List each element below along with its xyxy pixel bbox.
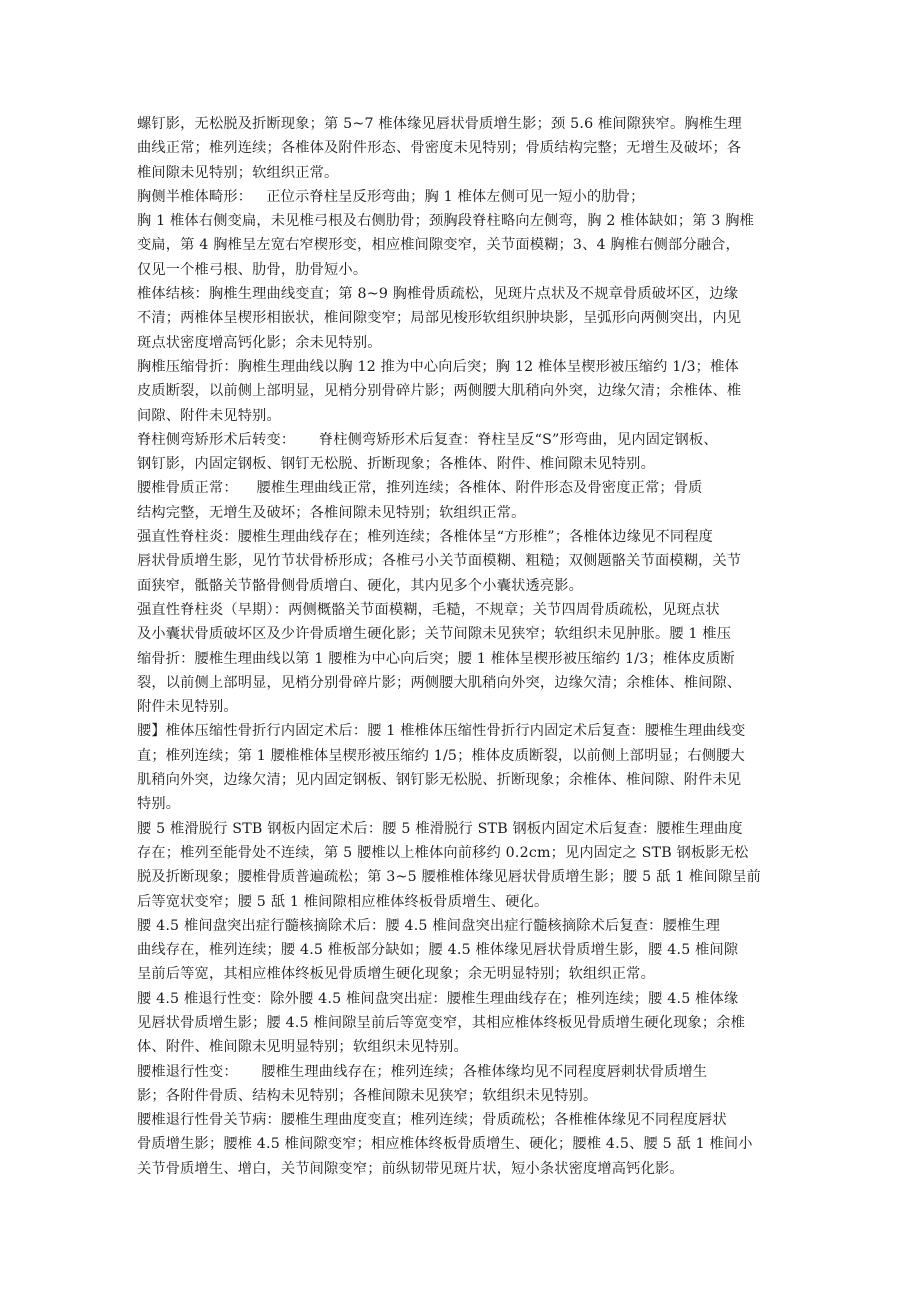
text-line: 裂，以前侧上部明显，见梢分别骨碎片影；两侧腰大肌稍向外突，边缘欠清；余椎体、椎间隙、 — [137, 674, 742, 691]
text-line: 见唇状骨质增生影；腰 4.5 椎间隙呈前后等宽变窄，其相应椎体终板见骨质增生硬化现象；余椎 — [137, 1014, 746, 1031]
text-line: 腰椎退行性骨关节病：腰椎生理曲度变直；椎列连续；骨质疏松；各椎椎体缘见不同程度唇状 — [137, 1112, 727, 1129]
report-paragraph-l45-disc-postop — [137, 914, 792, 987]
text-line: 腰】椎体压缩性骨折行内固定术后：腰 1 椎椎体压缩性骨折行内固定术后复查：腰椎生理曲线变 — [137, 723, 746, 740]
text-line: 间隙、附件未见特别。 — [137, 407, 281, 424]
report-paragraph-thoracic-1-deformity — [137, 209, 792, 282]
report-paragraph-scoliosis-postop — [137, 428, 792, 477]
text-line: 肌稍向外突，边缘欠清；见内固定钢板、钢钉影无松脱、折断现象；余椎体、椎间隙、附件未见 — [137, 772, 742, 789]
report-paragraph-thoracic-compression-fracture — [137, 355, 792, 428]
report-paragraph-lumbar-normal — [137, 476, 792, 525]
text-line: 胸椎压缩骨折：胸椎生理曲线以胸 12 推为中心向后突；胸 12 椎体呈楔形被压缩约 1/3；椎体 — [137, 358, 739, 375]
text-line: 椎体结核：胸椎生理曲线变直；第 8~9 胸椎骨质疏松，见斑片点状及不规章骨质破坏区，边缘 — [137, 286, 739, 303]
text-line: 腰椎骨质正常： 腰椎生理曲线正常，推列连续；各椎体、附件形态及骨密度正常；骨质 — [137, 480, 703, 497]
report-paragraph-spinal-tuberculosis — [137, 282, 792, 355]
text-line: 附件未见特别。 — [137, 699, 238, 716]
text-line: 影；各附件骨质、结构未见特别；各椎间隙未见狭窄；软组织未见特别。 — [137, 1087, 598, 1104]
text-line: 后等宽状变窄；腰 5 舐 1 椎间隙相应椎体终板骨质增生、硬化。 — [137, 893, 549, 910]
text-line: 不清；两椎体呈楔形相嵌状，椎间隙变窄；局部见梭形软组织肿块影，呈弧形向两侧突出，内见 — [137, 310, 742, 327]
text-line: 皮质断裂，以前侧上部明显，见梢分别骨碎片影；两侧腰大肌稍向外突，边缘欠清；余椎体、椎 — [137, 383, 742, 400]
text-line: 胸侧半椎体畸形： 正位示脊柱呈反形弯曲；胸 1 椎体左侧可见一短小的肋骨； — [137, 188, 645, 205]
text-line: 面狭窄，骶骼关节骼骨侧骨质增白、硬化，其内见多个小囊状透亮影。 — [137, 577, 584, 594]
text-line: 仅见一个椎弓根、肋骨，肋骨短小。 — [137, 261, 368, 278]
text-line: 强直性脊柱炎：腰椎生理曲线存在；椎列连续；各椎体呈“方形椎”；各椎体边缘见不同程度 — [137, 529, 714, 546]
text-line: 及小囊状骨质破坏区及少许骨质增生硬化影；关节间隙未见狭窄；软组织未见肿胀。腰 1 椎压 — [137, 626, 732, 643]
text-line: 缩骨折：腰椎生理曲线以第 1 腰椎为中心向后突；腰 1 椎体呈楔形被压缩约 1/3；椎体皮质断 — [137, 650, 735, 667]
text-line: 螺钉影，无松脱及折断现象；第 5~7 椎体缘见唇状骨质增生影；颈 5.6 椎间隙狭窄。胸椎生理 — [137, 116, 742, 132]
text-line: 曲线存在，椎列连续；腰 4.5 椎板部分缺如；腰 4.5 椎体缘见唇状骨质增生影，腰 4.5 椎间隙 — [137, 942, 739, 959]
text-line: 结构完整，无增生及破坏；各椎间隙未见特别；软组织正常。 — [137, 504, 526, 521]
text-line: 关节骨质增生、增白，关节间隙变窄；前纵韧带见斑片状，短小条状密度增高钙化影。 — [137, 1160, 684, 1177]
text-line: 存在；椎列至能骨处不连续，第 5 腰椎以上椎体向前移约 0.2cm；见内固定之 STB 钢板影无松 — [137, 844, 749, 861]
text-line: 呈前后等宽，其相应椎体终板见骨质增生硬化现象；余无明显特别；软组织正常。 — [137, 966, 655, 983]
text-line: 脊柱侧弯矫形术后转变： 脊柱侧弯矫形术后复查：脊柱呈反“S”形弯曲，见内固定钢板、 — [137, 431, 718, 448]
text-line: 脱及折断现象；腰椎骨质普遍疏松；第 3~5 腰椎椎体缘见唇状骨质增生影；腰 5 舐 1 椎间隙呈前 — [137, 869, 761, 886]
text-line: 腰 4.5 椎间盘突出症行髓核摘除术后：腰 4.5 椎间盘突出症行髓核摘除术后复查：腰椎生理 — [137, 917, 721, 934]
report-paragraph-ankylosing-spondylitis — [137, 525, 792, 598]
text-line: 强直性脊柱炎（早期）：两侧概骼关节面模糊，毛糙，不规章；关节四周骨质疏松，见斑点状 — [137, 601, 720, 618]
text-line: 腰椎退行性变： 腰椎生理曲线存在；椎列连续；各椎体缘均见不同程度唇刺状骨质增生 — [137, 1063, 708, 1080]
text-line: 变扁，第 4 胸椎呈左宽右窄楔形变，相应椎间隙变窄，关节面模糊；3、4 胸椎右侧部分融合， — [137, 237, 740, 254]
text-line: 胸 1 椎体右侧变扁，未见椎弓根及右侧肋骨；颈胸段脊柱略向左侧弯，胸 2 椎体缺如；第 3 胸椎 — [137, 213, 755, 230]
report-paragraph-lumbar-fixation-postop — [137, 719, 792, 816]
text-line: 骨质增生影；腰椎 4.5 椎间隙变窄；相应椎体终板骨质增生、硬化；腰椎 4.5、腰 5 舐 1 椎间小 — [137, 1136, 753, 1153]
report-paragraph-ankylosing-spondylitis-early — [137, 598, 792, 719]
text-line: 椎间隙未见特别；软组织正常。 — [137, 164, 339, 181]
report-paragraph-l5-spondylolisthesis-stb — [137, 817, 792, 914]
report-paragraph-thoracic-hemivertebra — [137, 185, 792, 209]
document-body — [137, 112, 792, 1181]
text-line: 腰 4.5 椎退行性变：除外腰 4.5 椎间盘突出症：腰椎生理曲线存在；椎列连续；腰 4.5 椎体缘 — [137, 990, 739, 1007]
text-line: 曲线正常；椎列连续；各椎体及附件形态、骨密度未见特别；骨质结构完整；无增生及破坏；各 — [137, 140, 742, 157]
report-paragraph-cervical-fixation-tail — [137, 112, 792, 185]
report-paragraph-lumbar-osteoarthritis — [137, 1108, 792, 1181]
text-line: 钢钉影，内固定钢板、钢钉无松脱、折断现象；各椎体、附件、椎间隙未见特别。 — [137, 456, 655, 473]
text-line: 体、附件、椎间隙未见明显特别；软组织未见特别。 — [137, 1039, 468, 1056]
report-paragraph-l45-degeneration — [137, 987, 792, 1060]
text-line: 直；椎列连续；第 1 腰椎椎体呈楔形被压缩约 1/5；椎体皮质断裂，以前侧上部明显；右侧腰大 — [137, 747, 745, 764]
text-line: 斑点状密度增高钙化影；余未见特别。 — [137, 334, 382, 351]
text-line: 腰 5 椎滑脱行 STB 钢板内固定术后：腰 5 椎滑脱行 STB 钢板内固定术后复查：腰椎生理曲度 — [137, 820, 743, 837]
text-line: 特别。 — [137, 796, 181, 813]
report-paragraph-lumbar-degeneration — [137, 1060, 792, 1109]
text-line: 唇状骨质增生影，见竹节状骨桥形成；各椎弓小关节面模糊、粗糙；双侧题骼关节面模糊，关节 — [137, 553, 742, 570]
